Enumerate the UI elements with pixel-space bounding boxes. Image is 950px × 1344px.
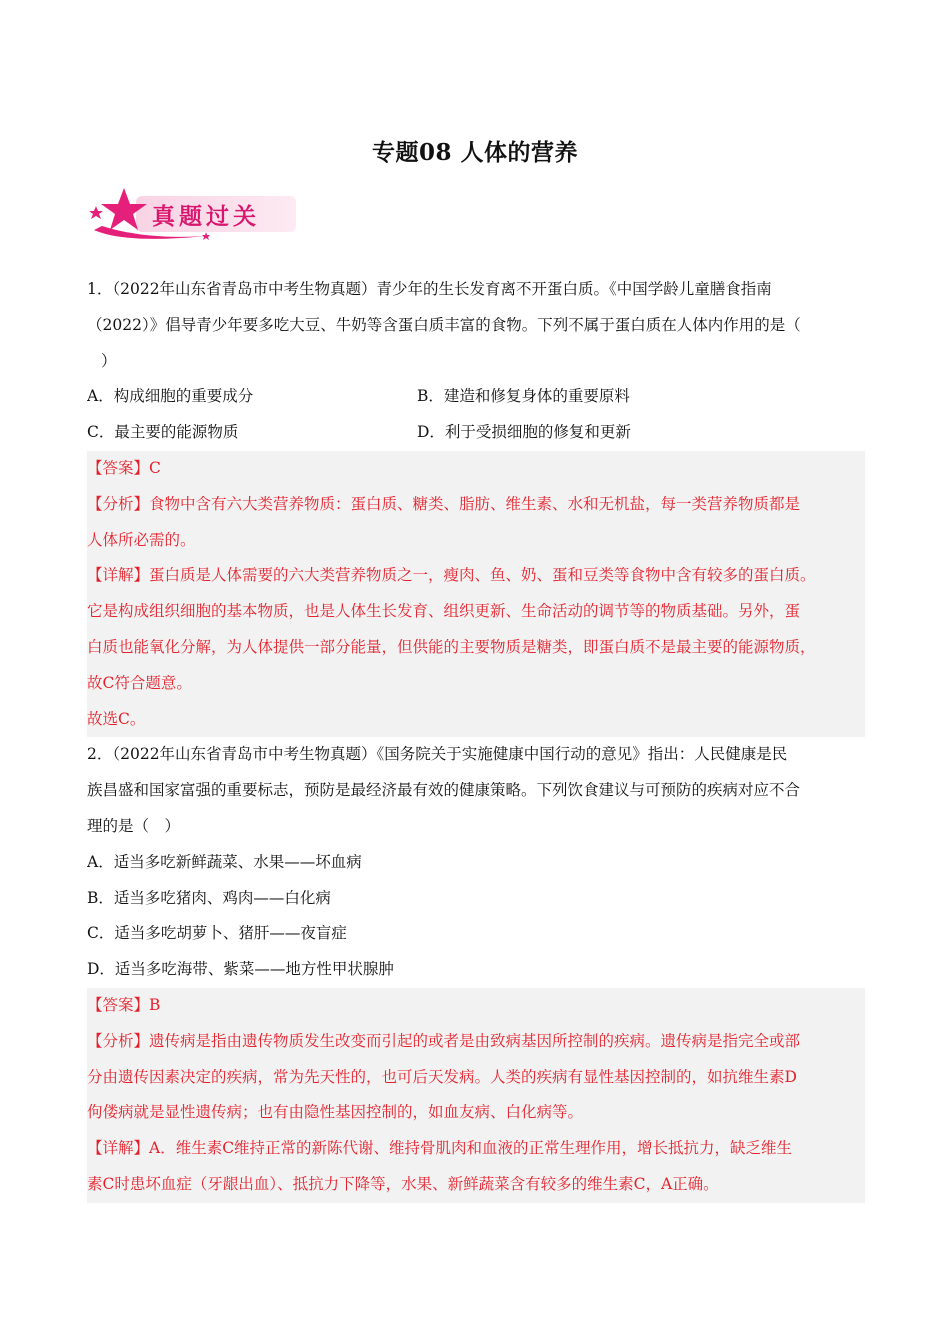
question-list	[87, 272, 865, 1203]
analysis-line: 分由遗传因素决定的疾病，常为先天性的，也可后天发病。人类的疾病有显性基因控制的，如抗维生素D	[87, 1067, 797, 1086]
option-a: A．适当多吃新鲜蔬菜、水果——坏血病	[87, 852, 362, 871]
option-b: B．建造和修复身体的重要原料	[417, 387, 630, 406]
analysis-line: 佝偻病就是显性遗传病；也有由隐性基因控制的，如血友病、白化病等。	[87, 1103, 584, 1122]
page-title: 专题08 人体的营养	[371, 139, 578, 166]
answer-block	[87, 988, 865, 1203]
option-c: C．最主要的能源物质	[87, 423, 239, 442]
question-stem-line: ）	[101, 351, 117, 370]
option-b: B．适当多吃猪肉、鸡肉——白化病	[87, 888, 331, 907]
question-stem-line: 理的是（ ）	[87, 816, 181, 835]
answer-block	[87, 451, 865, 737]
option-c: C．适当多吃胡萝卜、猪肝——夜盲症	[87, 924, 347, 943]
option-d: D．利于受损细胞的修复和更新	[417, 423, 631, 442]
answer-line: 【答案】C	[87, 458, 161, 477]
detail-line: 故选C。	[87, 709, 146, 728]
option-a: A．构成细胞的重要成分	[87, 387, 254, 406]
option-d: D．适当多吃海带、紫菜——地方性甲状腺肿	[87, 960, 394, 979]
question-1	[87, 272, 865, 737]
analysis-line: 【分析】食物中含有六大类营养物质：蛋白质、糖类、脂肪、维生素、水和无机盐，每一类营养物质都是	[87, 494, 801, 513]
small-star-icon	[89, 206, 103, 219]
tiny-star-icon	[202, 232, 210, 240]
question-2	[87, 737, 865, 1202]
detail-line: 【详解】蛋白质是人体需要的六大类营养物质之一，瘦肉、鱼、奶、蛋和豆类等食物中含有较多的蛋白质。	[87, 566, 816, 585]
question-stem-line: 1．（2022年山东省青岛市中考生物真题）青少年的生长发育离不开蛋白质。《中国学龄儿童膳食指南	[87, 280, 772, 298]
detail-line: 故C符合题意。	[87, 673, 192, 692]
option-row	[87, 379, 865, 415]
analysis-line: 人体所必需的。	[87, 530, 196, 549]
question-stem-line: 族昌盛和国家富强的重要标志，预防是最经济最有效的健康策略。下列饮食建议与可预防的疾病对应不合	[87, 781, 801, 800]
question-stem-line: 2．（2022年山东省青岛市中考生物真题）《国务院关于实施健康中国行动的意见》指出：人民健康是民	[87, 745, 788, 764]
question-stem-line: （2022）》倡导青少年要多吃大豆、牛奶等含蛋白质丰富的食物。下列不属于蛋白质在人体内作用的是（	[87, 315, 801, 334]
option-row	[87, 415, 865, 451]
detail-line: 【详解】A．维生素C维持正常的新陈代谢、维持骨肌肉和血液的正常生理作用，增长抵抗力，缺乏维生	[87, 1139, 793, 1158]
detail-line: 白质也能氧化分解，为人体提供一部分能量，但供能的主要物质是糖类，即蛋白质不是最主要的能源物质，	[87, 637, 816, 656]
detail-line: 素C时患坏血症（牙龈出血）、抵抗力下降等，水果、新鲜蔬菜含有较多的维生素C，A正确。	[87, 1174, 719, 1193]
answer-line: 【答案】B	[87, 995, 161, 1014]
banner-label: 真题过关	[152, 204, 260, 230]
section-banner	[86, 186, 302, 246]
detail-line: 它是构成组织细胞的基本物质，也是人体生长发育、组织更新、生命活动的调节等的物质基础。另外，蛋	[87, 602, 801, 621]
analysis-line: 【分析】遗传病是指由遗传物质发生改变而引起的或者是由致病基因所控制的疾病。遗传病是指完全或部	[87, 1031, 801, 1050]
